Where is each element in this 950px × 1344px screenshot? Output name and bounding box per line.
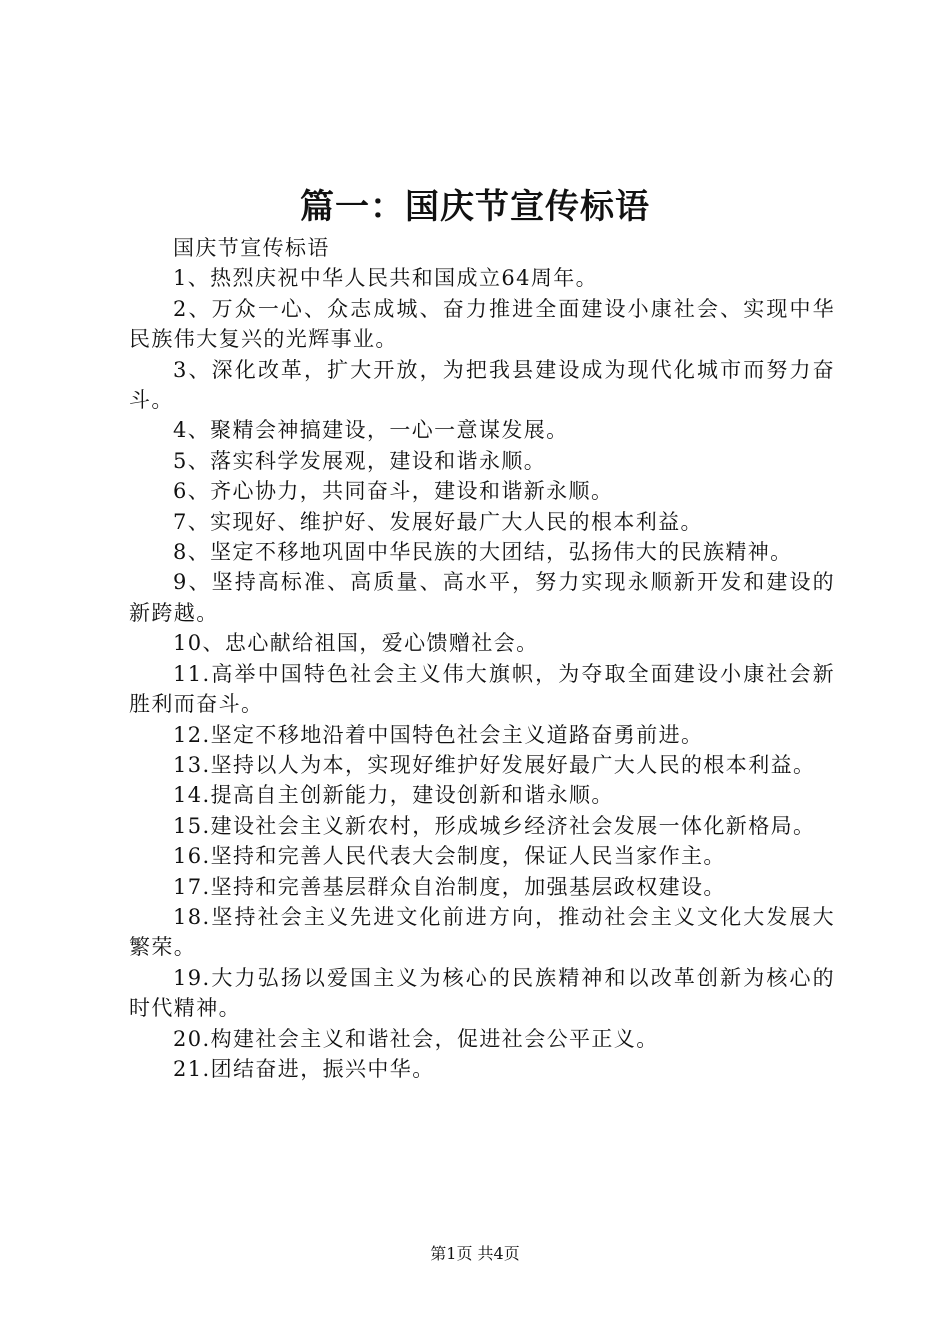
slogan-item: 11.高举中国特色社会主义伟大旗帜，为夺取全面建设小康社会新胜利而奋斗。	[129, 661, 835, 717]
slogan-item: 10、忠心献给祖国，爱心馈赠社会。	[173, 631, 539, 656]
document-body	[129, 233, 835, 1084]
document-subtitle: 国庆节宣传标语	[173, 236, 330, 260]
slogan-item: 4、聚精会神搞建设，一心一意谋发展。	[173, 418, 569, 443]
slogan-item: 21.团结奋进，振兴中华。	[173, 1056, 435, 1081]
slogan-item: 9、坚持高标准、高质量、高水平，努力实现永顺新开发和建设的新跨越。	[129, 570, 835, 625]
slogan-item: 16.坚持和完善人民代表大会制度，保证人民当家作主。	[173, 844, 726, 869]
slogan-item: 7、实现好、维护好、发展好最广大人民的根本利益。	[173, 509, 703, 534]
slogan-item: 19.大力弘扬以爱国主义为核心的民族精神和以改革创新为核心的时代精神。	[129, 965, 835, 1021]
slogan-item: 2、万众一心、众志成城、奋力推进全面建设小康社会、实现中华民族伟大复兴的光辉事业。	[129, 296, 835, 352]
slogan-item: 12.坚定不移地沿着中国特色社会主义道路奋勇前进。	[173, 722, 704, 747]
page-title: 篇一：国庆节宣传标语	[300, 187, 650, 227]
slogan-item: 17.坚持和完善基层群众自治制度，加强基层政权建设。	[173, 874, 726, 899]
slogan-item: 8、坚定不移地巩固中华民族的大团结，弘扬伟大的民族精神。	[173, 540, 793, 565]
slogan-item: 20.构建社会主义和谐社会，促进社会公平正义。	[173, 1026, 659, 1051]
slogan-item: 6、齐心协力，共同奋斗，建设和谐新永顺。	[173, 479, 614, 504]
slogan-item: 1、热烈庆祝中华人民共和国成立64周年。	[173, 266, 599, 291]
slogan-item: 14.提高自主创新能力，建设创新和谐永顺。	[173, 783, 614, 808]
slogan-item: 3、深化改革，扩大开放，为把我县建设成为现代化城市而努力奋斗。	[129, 357, 835, 413]
slogan-item: 13.坚持以人为本，实现好维护好发展好最广大人民的根本利益。	[173, 752, 816, 777]
slogan-item: 18.坚持社会主义先进文化前进方向，推动社会主义文化大发展大繁荣。	[129, 904, 835, 960]
slogan-item: 5、落实科学发展观，建设和谐永顺。	[173, 448, 547, 473]
page-footer: 第1页 共4页	[430, 1244, 520, 1263]
slogan-item: 15.建设社会主义新农村，形成城乡经济社会发展一体化新格局。	[173, 813, 816, 838]
